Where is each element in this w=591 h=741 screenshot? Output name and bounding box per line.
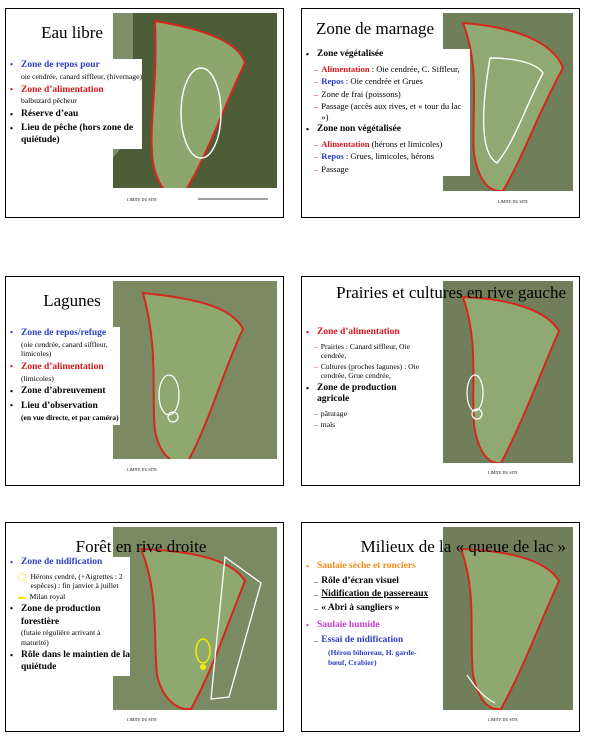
slide-title: Forêt en rive droite	[75, 537, 207, 556]
aerial-map	[443, 281, 573, 481]
slide-body: • Zone végétalisée – Alimentation : Oie cendrée, C. Siffleur, – Repos : Oie cendrée et Grues – Zone de frai (poissons) – Passage (accès aux rives, et « tour du lac ») • Zone non végétalisée – Alimentation (hérons et limicoles) – Repos : Grues, limicoles, hérons – Passage	[306, 49, 470, 176]
aerial-map	[113, 281, 277, 481]
svg-text:LIMITE DU SITE: LIMITE DU SITE	[127, 467, 157, 472]
slide-foret-rive-droite	[5, 522, 284, 732]
slide-prairies-cultures	[301, 276, 580, 486]
slide-lagunes	[5, 276, 284, 486]
slide-body: • Saulaie sèche et ronciers – Rôle d’écran visuel – Nidification de passereaux – « Abri à sangliers » • Saulaie humide – Essai de nidification (Héron bihoreau, H. garde-bœuf, Crabier)	[306, 561, 432, 669]
aerial-map	[443, 527, 573, 727]
slide-queue-de-lac	[301, 522, 580, 732]
slide-body: • Zone de repos pour oie cendrée, canard siffleur, (hivernage) • Zone d’alimentation balbuzard pêcheur • Réserve d’eau • Lieu de pêche (hors zone de quiétude)	[10, 59, 142, 149]
slide-title: Prairies et cultures en rive gauche	[336, 283, 566, 302]
svg-text:LIMITE DU SITE: LIMITE DU SITE	[488, 717, 518, 722]
slide-body: • Zone de repos/refuge (oie cendrée, canard siffleur, limicoles) • Zone d’alimentation (limicoles) • Zone d’abreuvement • Lieu d’observation (en vue directe, et par caméra)	[10, 327, 120, 425]
svg-text:LIMITE DU SITE: LIMITE DU SITE	[127, 197, 157, 202]
svg-text:LIMITE DU SITE: LIMITE DU SITE	[498, 199, 528, 204]
slide-title: Lagunes	[43, 291, 101, 310]
slide-title: Eau libre	[41, 23, 103, 42]
slide-zone-marnage	[301, 8, 580, 218]
slide-eau-libre	[5, 8, 284, 218]
svg-text:LIMITE DU SITE: LIMITE DU SITE	[127, 717, 157, 722]
aerial-map	[113, 527, 277, 727]
slide-body: • Zone de nidification ◯ Hérons cendré, (+Aigrettes : 2 espèces) : fin janvier à juillet ▬ Milan royal • Zone de production forestière (futaie régulière arrivant à maturité) • Rôle dans le maintien de la quiétude	[10, 557, 130, 676]
svg-text:LIMITE DU SITE: LIMITE DU SITE	[488, 470, 518, 475]
slide-body: • Zone d’alimentation – Prairies : Canard siffleur, Oie cendrée, – Cultures (proches lagunes) : Oie cendrée, Grue cendrée, • Zone de production agricole – pâturage – maïs	[306, 327, 421, 431]
slide-title: Zone de marnage	[316, 19, 434, 38]
slide-title: Milieux de la « queue de lac »	[360, 537, 566, 556]
